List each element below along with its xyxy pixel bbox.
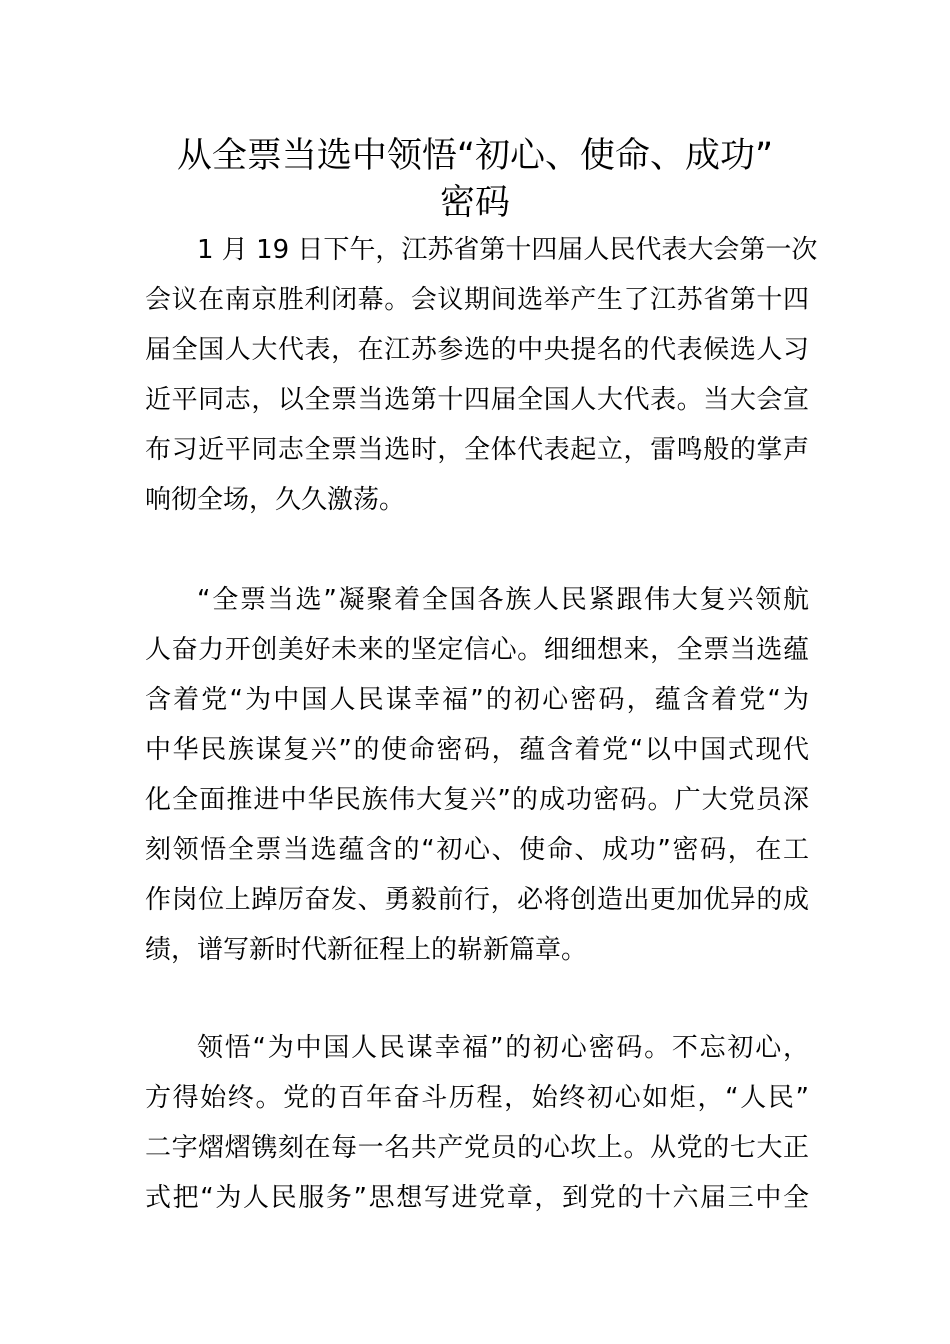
- paragraph-1-line-4: 近平同志，以全票当选第十四届全国人大代表。当大会宣: [145, 385, 809, 415]
- paragraph-1-line-3: 届全国人大代表，在江苏参选的中央提名的代表候选人习: [145, 335, 809, 365]
- paragraph-2-line-2: 人奋力开创美好未来的坚定信心。细细想来，全票当选蕴: [145, 635, 809, 665]
- paragraph-2-line-8: 绩，谱写新时代新征程上的崭新篇章。: [145, 935, 588, 965]
- paragraph-2-line-6: 刻领悟全票当选蕴含的“初心、使命、成功”密码，在工: [145, 835, 809, 865]
- paragraph-3-line-1: 领悟“为中国人民谋幸福”的初心密码。不忘初心，: [197, 1033, 809, 1063]
- document-title-line-2: 密码: [439, 183, 510, 223]
- paragraph-2-line-1: “全票当选”凝聚着全国各族人民紧跟伟大复兴领航: [197, 585, 809, 615]
- paragraph-3-line-2: 方得始终。党的百年奋斗历程，始终初心如炬，“人民”: [145, 1083, 809, 1113]
- paragraph-2-line-4: 中华民族谋复兴”的使命密码，蕴含着党“以中国式现代: [145, 735, 809, 765]
- paragraph-2-line-7: 作岗位上踔厉奋发、勇毅前行，必将创造出更加优异的成: [145, 885, 809, 915]
- document-title-line-1: 从全票当选中领悟“初心、使命、成功”: [176, 136, 774, 176]
- paragraph-1-line-6: 响彻全场，久久激荡。: [145, 485, 406, 515]
- paragraph-1-line-2: 会议在南京胜利闭幕。会议期间选举产生了江苏省第十四: [145, 285, 809, 315]
- paragraph-1-line-5: 布习近平同志全票当选时，全体代表起立，雷鸣般的掌声: [145, 435, 809, 465]
- paragraph-1-line-1: 1 月 19 日下午，江苏省第十四届人民代表大会第一次: [197, 235, 818, 265]
- paragraph-3-line-3: 二字熠熠镌刻在每一名共产党员的心坎上。从党的七大正: [145, 1133, 809, 1163]
- paragraph-3-line-4: 式把“为人民服务”思想写进党章，到党的十六届三中全: [145, 1183, 809, 1213]
- paragraph-2-line-5: 化全面推进中华民族伟大复兴”的成功密码。广大党员深: [145, 785, 809, 815]
- paragraph-2-line-3: 含着党“为中国人民谋幸福”的初心密码，蕴含着党“为: [145, 685, 809, 715]
